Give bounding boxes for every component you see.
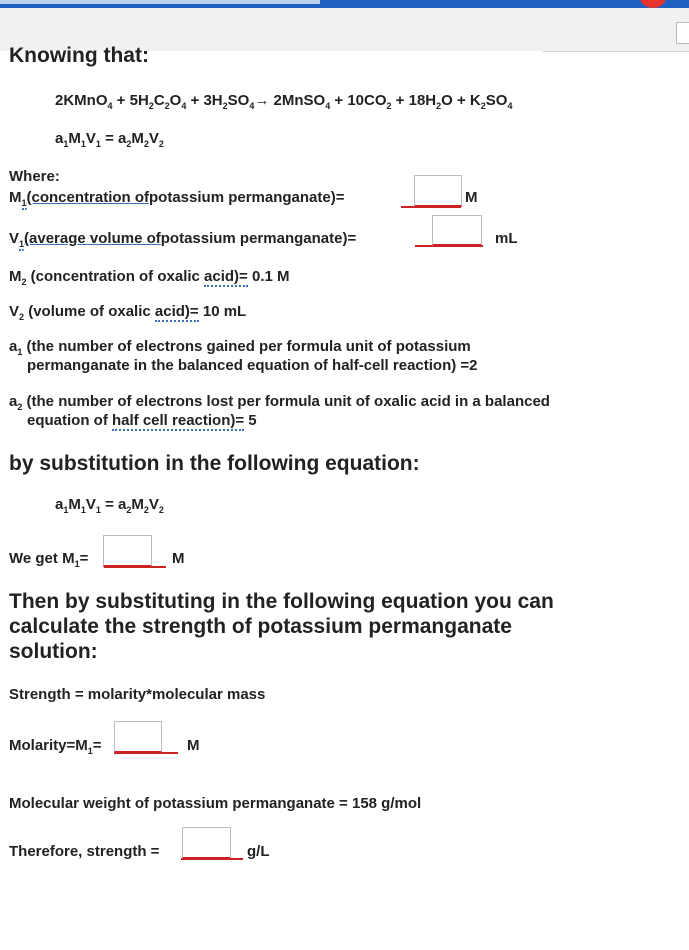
v1-unit: mL (495, 230, 518, 247)
v1-label: $V_1(average$ volume ofpotassium permanganate)= (9, 230, 357, 249)
side-panel-toggle-button[interactable] (676, 22, 689, 44)
v1-input[interactable] (432, 215, 482, 246)
m1-result-input[interactable] (103, 535, 152, 567)
molarity-input[interactable] (114, 721, 162, 753)
m2-line: $M_2$ (concentration of oxalic acid)= 0.1 M (9, 268, 290, 287)
strength-unit: g/L (247, 843, 270, 860)
browser-top-bar (0, 0, 689, 8)
strength-heading-line1: Then by substituting in the following equation you can (9, 590, 554, 613)
reaction-arrow-icon: → (254, 92, 270, 109)
v2-line: $V_2$ (volume of oxalic acid)= 10 mL (9, 303, 247, 322)
a1-line: $a_1$ (the number of electrons gained per formula unit of potassium (9, 338, 471, 357)
titration-formula-repeat: $a_1M_1V_1 = a_2M_2V_2$ (55, 496, 164, 515)
strength-formula: Strength = molarity*molecular mass (9, 686, 266, 703)
loading-progress-bar (0, 0, 320, 4)
strength-label: Therefore, strength = (9, 843, 160, 860)
page-title: Knowing that: (9, 44, 149, 67)
strength-input[interactable] (182, 827, 231, 859)
where-label: Where: (9, 168, 60, 185)
strength-heading-line2: calculate the strength of potassium permanganate (9, 615, 512, 638)
m1-input[interactable] (414, 175, 462, 207)
notification-badge-icon[interactable] (640, 0, 666, 8)
molarity-label: $Molarity=M_1=$ (9, 737, 102, 756)
a2-line-continued: equation of half cell reaction)= 5 (27, 412, 257, 429)
molecular-weight-line: Molecular weight of potassium permanganate = 158 g/mol (9, 795, 422, 812)
strength-heading-line3: solution: (9, 640, 98, 663)
m1-label: $M_1(concentration$ ofpotassium permanganate)= (9, 189, 345, 208)
molarity-unit: M (187, 737, 200, 754)
a1-line-continued: permanganate in the balanced equation of half-cell reaction) =2 (27, 357, 478, 374)
we-get-label: We get $M_1=$ (9, 550, 89, 569)
a2-line: $a_2$ (the number of electrons lost per formula unit of oxalic acid in a balanced (9, 393, 550, 412)
reaction-equation: 2KMnO$_4$ + $5H_2C_2O_4 + 3H_2SO_4\to$ 2MnSO$_4$ + $10CO_2 + 18H_2O + K_2SO_4$ (55, 92, 513, 111)
m1-unit: M (465, 189, 478, 206)
m1-result-unit: M (172, 550, 185, 567)
substitution-heading: by substitution in the following equation: (9, 452, 420, 475)
titration-formula: $a_1M_1V_1 = a_2M_2V_2$ (55, 130, 164, 149)
